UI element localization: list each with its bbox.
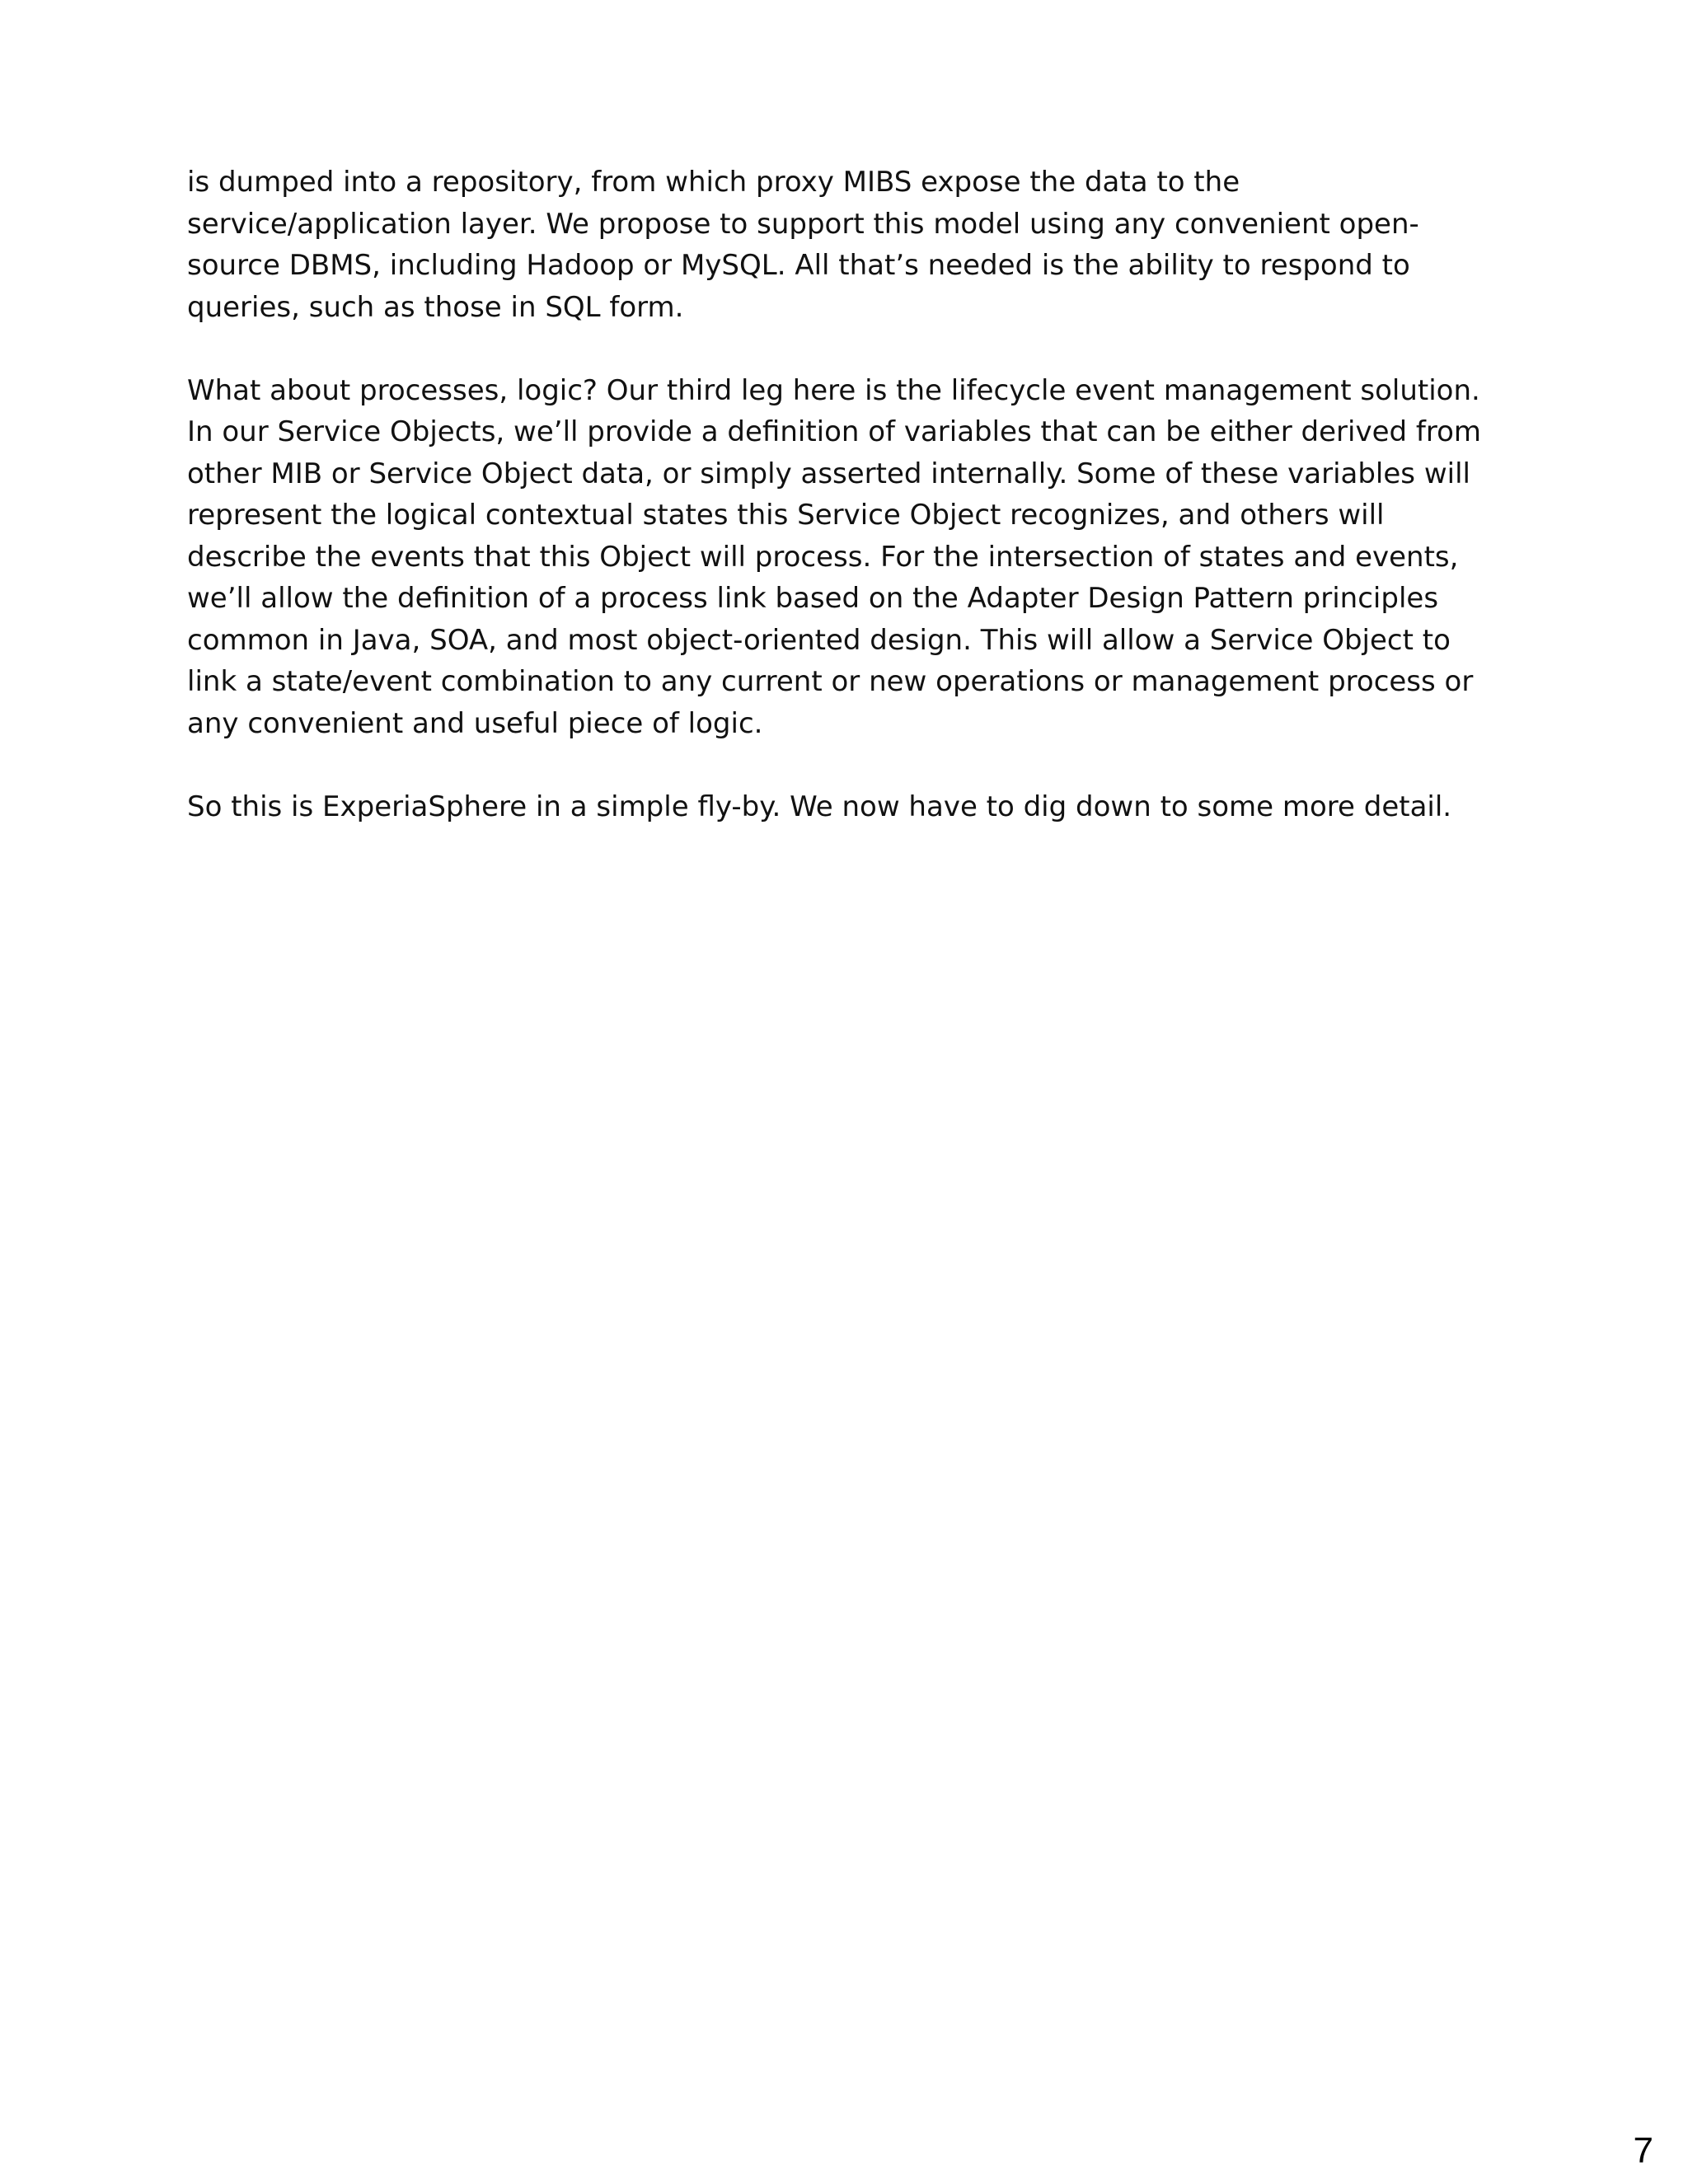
paragraph-line: other MIB or Service Object data, or simply asserted internally. Some of these variables will xyxy=(187,457,1470,490)
paragraph-repository xyxy=(187,162,1506,328)
paragraph-line: represent the logical contextual states this Service Object recognizes, and others will xyxy=(187,499,1385,532)
document-body xyxy=(187,162,1506,869)
paragraph-line: link a state/event combination to any current or new operations or management process or xyxy=(187,665,1474,698)
paragraph-line: source DBMS, including Hadoop or MySQL. All that’s needed is the ability to respond to xyxy=(187,249,1410,282)
paragraph-line: What about processes, logic? Our third leg here is the lifecycle event management solution. xyxy=(187,373,1480,407)
page-number: 7 xyxy=(1633,2130,1653,2171)
paragraph-processes-logic xyxy=(187,370,1506,745)
paragraph-line: service/application layer. We propose to support this model using any convenient open- xyxy=(187,207,1419,241)
paragraph-line: any convenient and useful piece of logic. xyxy=(187,706,763,740)
paragraph-line: common in Java, SOA, and most object-oriented design. This will allow a Service Object to xyxy=(187,623,1451,657)
paragraph-line: So this is ExperiaSphere in a simple fly-by. We now have to dig down to some more detail. xyxy=(187,790,1452,823)
paragraph-line: queries, such as those in SQL form. xyxy=(187,290,684,324)
paragraph-line: In our Service Objects, we’ll provide a definition of variables that can be either derived from xyxy=(187,415,1481,448)
paragraph-line: describe the events that this Object will process. For the intersection of states and events, xyxy=(187,540,1459,574)
paragraph-line: we’ll allow the definition of a process link based on the Adapter Design Pattern principles xyxy=(187,582,1439,615)
paragraph-line: is dumped into a repository, from which proxy MIBS expose the data to the xyxy=(187,166,1240,199)
paragraph-summary xyxy=(187,786,1506,828)
